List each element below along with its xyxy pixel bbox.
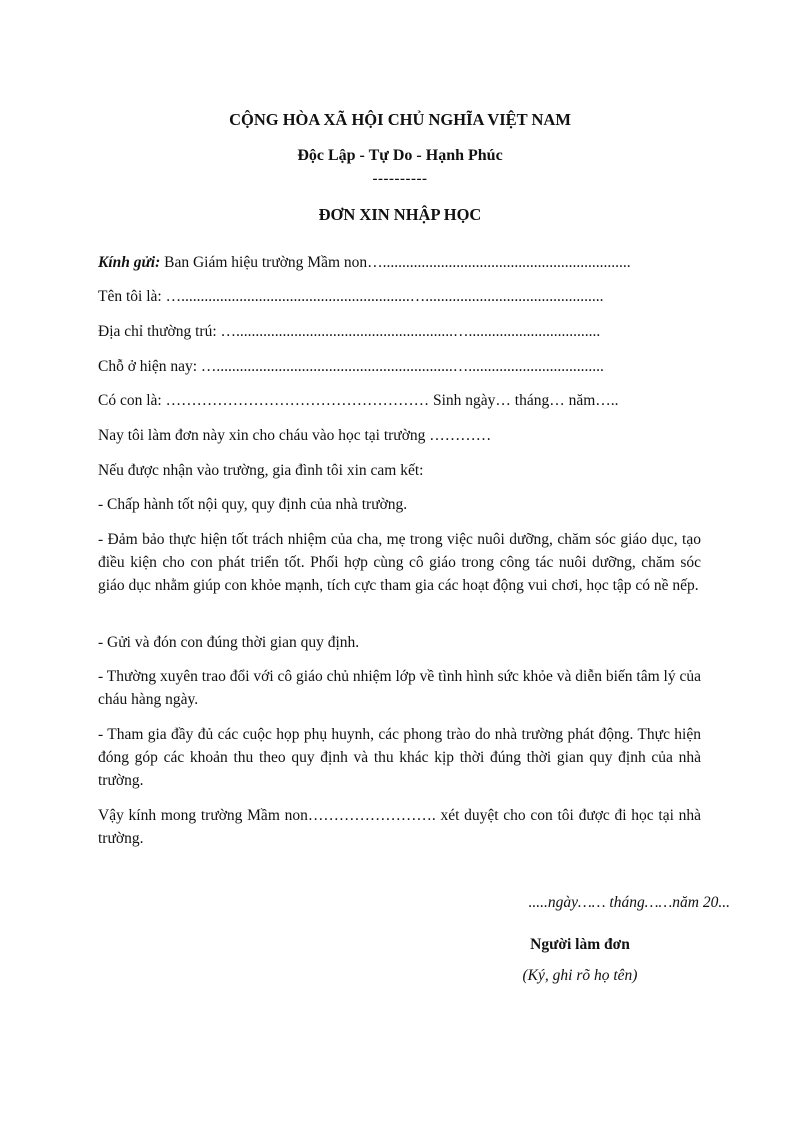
form-title: ĐƠN XIN NHẬP HỌC: [318, 205, 482, 224]
commitment-item: - Đảm bảo thực hiện tốt trách nhiệm của cha, mẹ trong việc nuôi dưỡng, chăm sóc giáo dục, tạo điều kiện cho con phát triển tốt. Phối hợp cùng cô giáo trong công tác nuôi dưỡng, chăm sóc giáo dục nhằm giúp con khỏe mạnh, tích cực tham gia các hoạt động vui chơi, học tập có nề nếp.: [98, 531, 701, 594]
current-residence-line: Chỗ ở hiện nay: ….............................................................…...................................: [98, 358, 604, 375]
signature-role: Người làm đơn: [530, 936, 630, 953]
commitment-intro: Nếu được nhận vào trường, gia đình tôi xin cam kết:: [98, 462, 424, 479]
school-request-line: Nay tôi làm đơn này xin cho cháu vào học tại trường …………: [98, 427, 492, 444]
recipient-label: Kính gửi:: [98, 254, 161, 271]
motto-heading: Độc Lập - Tự Do - Hạnh Phúc: [297, 147, 503, 164]
commitment-item: - Thường xuyên trao đổi với cô giáo chủ nhiệm lớp về tình hình sức khỏe và diễn biến tâm lý của cháu hàng ngày.: [98, 668, 701, 708]
closing-paragraph: Vậy kính mong trường Mầm non……………………. xét duyệt cho con tôi được đi học tại nhà trường.: [98, 807, 701, 847]
child-info-line: Có con là: …………………………………………… Sinh ngày… tháng… năm…..: [98, 392, 619, 409]
recipient-text: Ban Giám hiệu trường Mầm non…................................................................: [160, 254, 631, 271]
signature-date-line: .....ngày…… tháng……năm 20...: [528, 894, 730, 911]
recipient-line: [98, 251, 701, 274]
commitment-item: - Gửi và đón con đúng thời gian quy định.: [98, 634, 360, 651]
country-heading: CỘNG HÒA XÃ HỘI CHỦ NGHĨA VIỆT NAM: [229, 110, 571, 129]
name-field-line: Tên tôi là: …...........................................................…..............................................: [98, 288, 604, 305]
permanent-address-line: Địa chỉ thường trú: …........................................................…..................................: [98, 323, 601, 340]
commitment-item: - Tham gia đầy đủ các cuộc họp phụ huynh, các phong trào do nhà trường phát động. Thực hiện đóng góp các khoản thu theo quy định và thu khác kịp thời đúng thời gian quy định của nhà trường.: [98, 726, 701, 789]
heading-divider: ----------: [372, 171, 428, 187]
commitment-item: - Chấp hành tốt nội quy, quy định của nhà trường.: [98, 496, 408, 513]
signature-hint: (Ký, ghi rõ họ tên): [522, 967, 638, 984]
